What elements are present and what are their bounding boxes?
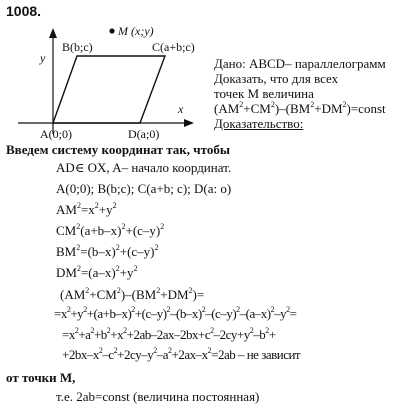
eq-expand-1: $=x^2+y^2+(a+b-x)^2+(c-y)^2-(b-x)^2-(c-y)^2-(a-x)^2-y^2=$ (54, 305, 297, 321)
eq-dm: $DM^2=(a-x)^2+y^2$ (56, 264, 138, 280)
intro-line: Введем систему координат так, чтобы (6, 142, 230, 157)
coords-line: A(0;0); B(b;c); C(a+b; c); D(a: o) (56, 181, 232, 196)
vertex-c-label: C(a+b;c) (152, 40, 195, 54)
proof-heading: Доказательство: (214, 116, 304, 131)
parallelogram-abcd (53, 56, 165, 123)
eq-sum: $(AM^2+CM^2)-(BM^2+DM^2)=$ (60, 286, 205, 302)
point-m (109, 28, 114, 33)
vertex-a-label: A(0;0) (40, 127, 72, 141)
given-line-1: Дано: ABCD– параллелограмм (214, 56, 386, 71)
axis-y-label: y (40, 51, 46, 65)
given-line-2: Доказать, что для всех (214, 71, 339, 86)
vertex-b-label: B(b;c) (62, 40, 93, 54)
point-m-label: M (x;y) (118, 24, 154, 38)
x-axis-arrow (184, 119, 194, 127)
conclusion-line: т.е. 2ab=const (величина постоянная) (56, 389, 260, 404)
axis-x-label: x (178, 102, 184, 116)
problem-number: 1008. (6, 3, 42, 19)
y-axis-arrow (49, 28, 57, 38)
claim-expression: $(AM^2+CM^2)-(BM^2+DM^2)=const$ (214, 100, 386, 116)
eq-bm: $BM^2=(b-x)^2+(c-y)^2$ (56, 243, 159, 259)
eq-expand-2: $=x^2+a^2+b^2+x^2+2ab-2ax-2bx+c^2-2cy+y^2-b^2+$ (62, 326, 276, 342)
parallelogram-figure (4, 22, 204, 158)
given-line-3: точек M величина (214, 86, 314, 101)
eq-expand-3: $+2bx-x^2-c^2+2cy-y^2-a^2+2ax-x^2=2ab$ – не зависит (62, 346, 301, 362)
eq-am: $AM^2=x^2+y^2$ (56, 201, 117, 217)
eq-cm: $CM^2(a+b-x)^2+(c-y)^2$ (56, 222, 165, 238)
vertex-d-label: D(a;0) (128, 127, 160, 141)
setup-line: AD∈ OX, A– начало координат. (56, 160, 232, 175)
from-point-line: от точки M, (6, 370, 76, 385)
